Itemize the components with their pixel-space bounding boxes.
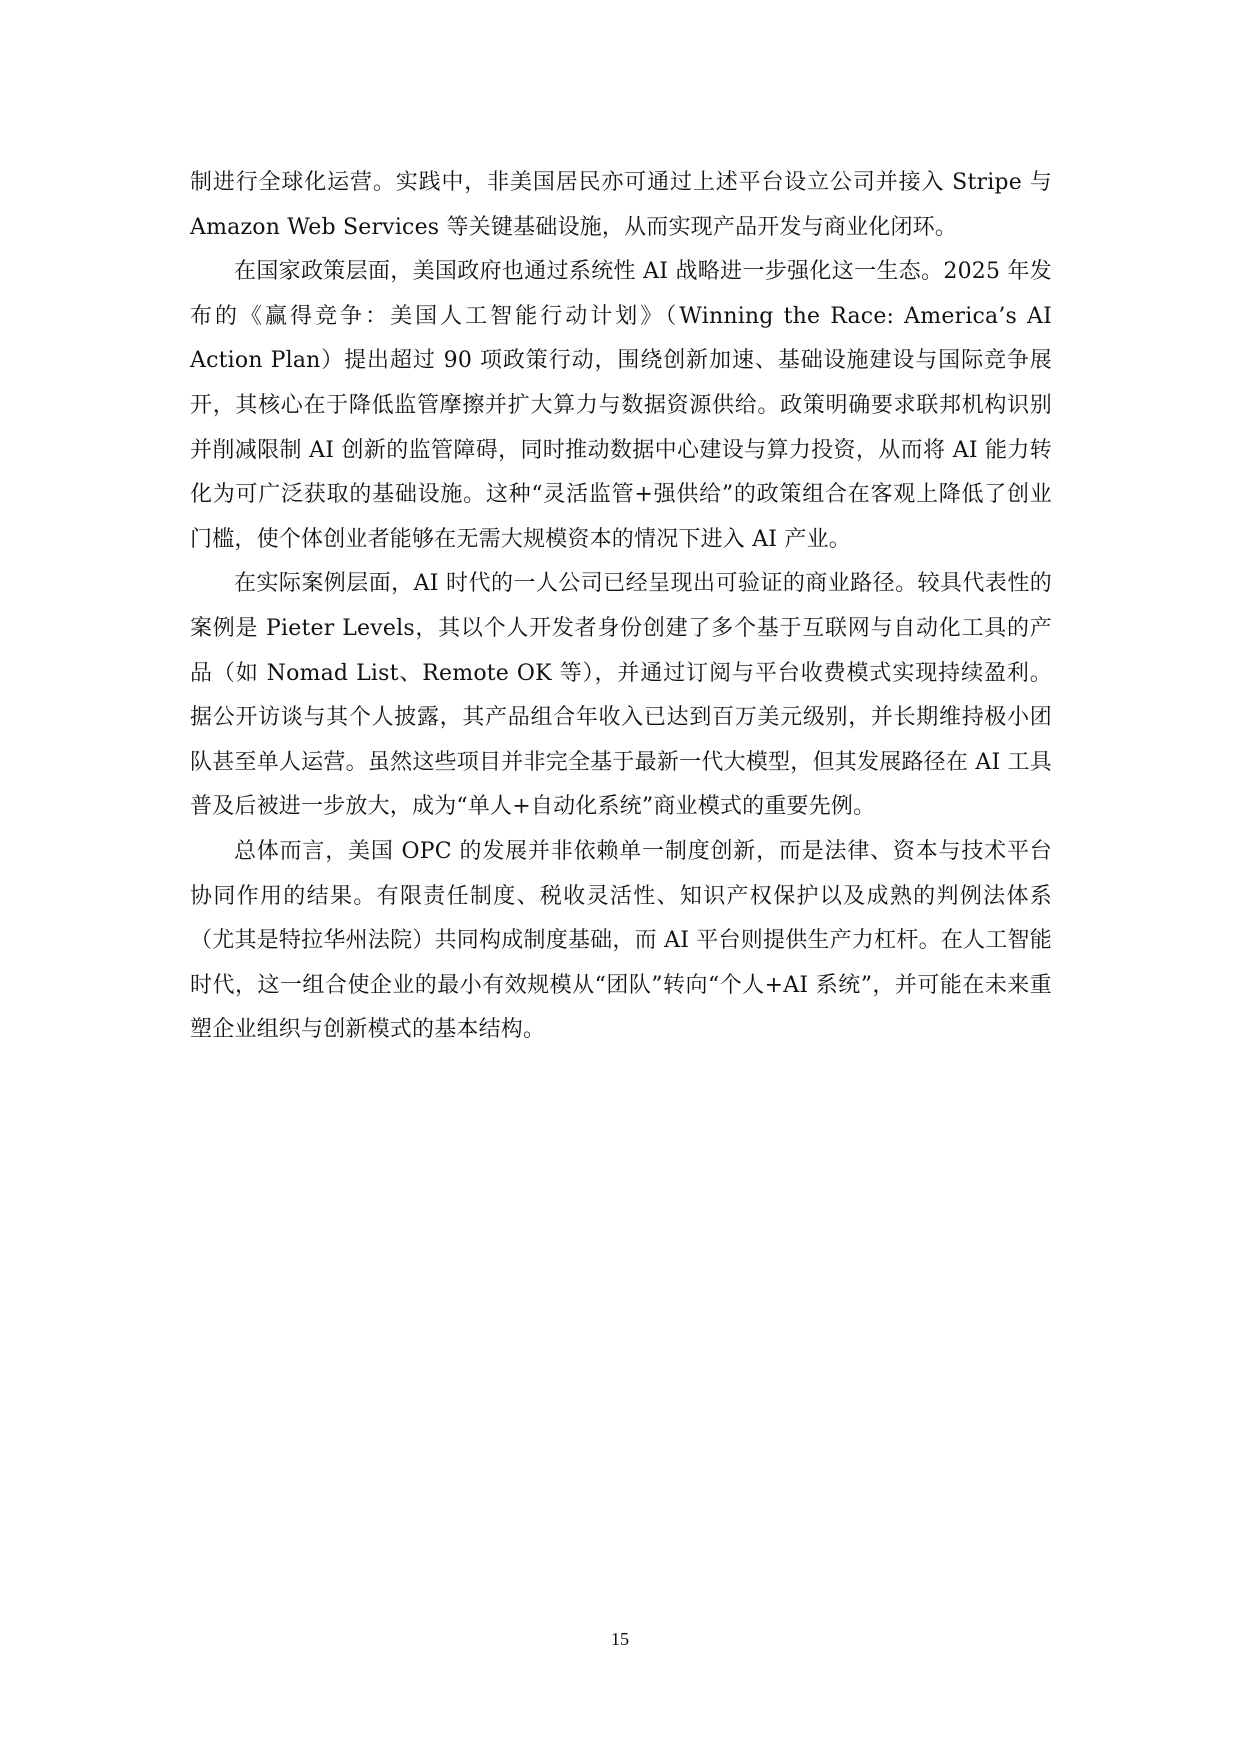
page-number: 15	[611, 1629, 629, 1649]
paragraph: 总体而言，美国 OPC 的发展并非依赖单一制度创新，而是法律、资本与技术平台协同作用的结果。有限责任制度、税收灵活性、知识产权保护以及成熟的判例法体系（尤其是特拉华州法院）共同构成制度基础，而 AI 平台则提供生产力杠杆。在人工智能时代，这一组合使企业的最小有效规模从“团队”转向“个人+AI 系统”，并可能在未来重塑企业组织与创新模式的基本结构。	[190, 838, 1052, 1043]
body-text	[190, 161, 1052, 1053]
paragraph: 在国家政策层面，美国政府也通过系统性 AI 战略进一步强化这一生态。2025 年发布的《赢得竞争：美国人工智能行动计划》（Winning the Race: America’s AI Action Plan）提出超过 90 项政策行动，围绕创新加速、基础设施建设与国际竞争展开，其核心在于降低监管摩擦并扩大算力与数据资源供给。政策明确要求联邦机构识别并削减限制 AI 创新的监管障碍，同时推动数据中心建设与算力投资，从而将 AI 能力转化为可广泛获取的基础设施。这种“灵活监管+强供给”的政策组合在客观上降低了创业门槛，使个体创业者能够在无需大规模资本的情况下进入 AI 产业。	[190, 259, 1052, 552]
paragraph: 在实际案例层面，AI 时代的一人公司已经呈现出可验证的商业路径。较具代表性的案例是 Pieter Levels，其以个人开发者身份创建了多个基于互联网与自动化工具的产品（如 Nomad List、Remote OK 等），并通过订阅与平台收费模式实现持续盈利。据公开访谈与其个人披露，其产品组合年收入已达到百万美元级别，并长期维持极小团队甚至单人运营。虽然这些项目并非完全基于最新一代大模型，但其发展路径在 AI 工具普及后被进一步放大，成为“单人+自动化系统”商业模式的重要先例。	[190, 571, 1052, 820]
paragraph: 制进行全球化运营。实践中，非美国居民亦可通过上述平台设立公司并接入 Stripe 与 Amazon Web Services 等关键基础设施，从而实现产品开发与商业化闭环。	[190, 170, 1052, 240]
